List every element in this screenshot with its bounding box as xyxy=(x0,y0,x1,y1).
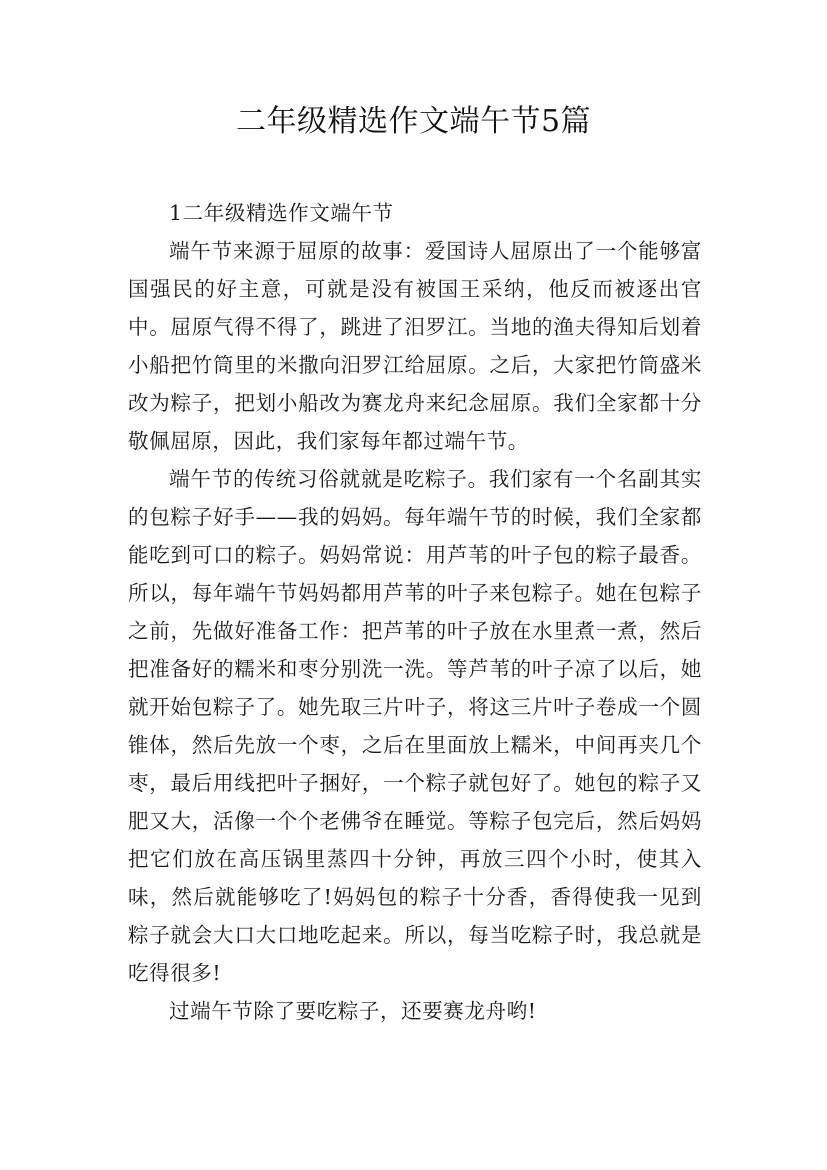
section-heading: 1二年级精选作文端午节 xyxy=(169,201,394,225)
document-body xyxy=(128,194,702,1030)
document-title: 二年级精选作文端午节5篇 xyxy=(235,104,592,139)
paragraph-3: 过端午节除了要吃粽子，还要赛龙舟哟! xyxy=(169,999,537,1023)
paragraph-2: 端午节的传统习俗就就是吃粽子。我们家有一个名副其实的包粽子好手——我的妈妈。每年端午节的时候，我们全家都能吃到可口的粽子。妈妈常说：用芦苇的叶子包的粽子最香。所以，每年端午节妈妈都用芦苇的叶子来包粽子。她在包粽子之前，先做好准备工作：把芦苇的叶子放在水里煮一煮，然后把准备好的糯米和枣分别洗一洗。等芦苇的叶子凉了以后，她就开始包粽子了。她先取三片叶子，将这三片叶子卷成一个圆锥体，然后先放一个枣，之后在里面放上糯米，中间再夹几个枣，最后用线把叶子捆好，一个粽子就包好了。她包的粽子又肥又大，活像一个个老佛爷在睡觉。等粽子包完后，然后妈妈把它们放在高压锅里蒸四十分钟，再放三四个小时，使其入味，然后就能够吃了!妈妈包的粽子十分香，香得使我一见到粽子就会大口大口地吃起来。所以，每当吃粽子时，我总就是吃得很多! xyxy=(128,467,702,985)
paragraph-1: 端午节来源于屈原的故事：爱国诗人屈原出了一个能够富国强民的好主意，可就是没有被国王采纳，他反而被逐出官中。屈原气得不得了，跳进了汨罗江。当地的渔夫得知后划着小船把竹筒里的米撒向汨罗江给屈原。之后，大家把竹筒盛米改为粽子，把划小船改为赛龙舟来纪念屈原。我们全家都十分敬佩屈原，因此，我们家每年都过端午节。 xyxy=(128,239,702,453)
